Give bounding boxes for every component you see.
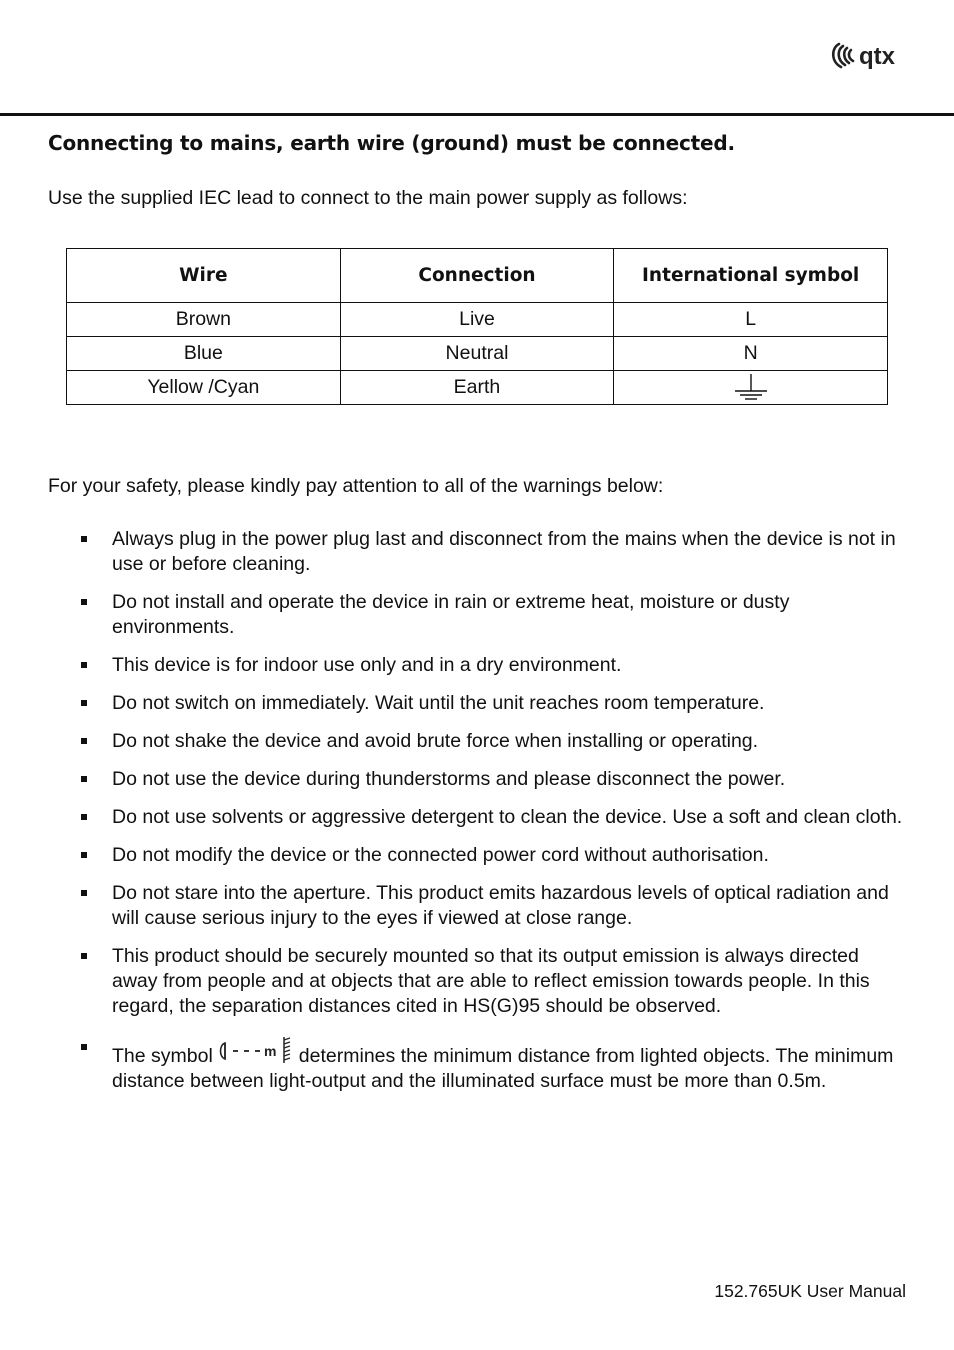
table-row [67, 337, 888, 371]
intro-text: Use the supplied IEC lead to connect to the main power supply as follows: [48, 187, 688, 209]
warning-text: Always plug in the power plug last and disconnect from the mains when the device is not in use or before cleaning. [112, 528, 896, 575]
minimum-distance-symbol-icon [217, 1035, 297, 1065]
header-rule [0, 113, 954, 116]
warning-text: Do not switch on immediately. Wait until the unit reaches room temperature. [112, 692, 765, 714]
table-row [67, 371, 888, 405]
list-item [0, 944, 954, 1019]
warning-text: Do not shake the device and avoid brute force when installing or operating. [112, 730, 759, 752]
wire-cell: Brown [67, 303, 341, 337]
bullet-icon [81, 852, 87, 858]
bullet-icon [81, 599, 87, 605]
wire-cell: Blue [67, 337, 341, 371]
list-item [0, 843, 954, 868]
warning-text: This device is for indoor use only and in a dry environment. [112, 654, 622, 676]
wire-connection-table [66, 248, 888, 405]
warning-text: Do not use solvents or aggressive detergent to clean the device. Use a soft and clean cloth. [112, 806, 903, 828]
qtx-swoosh-icon [828, 40, 906, 72]
bullet-icon [81, 953, 87, 959]
table-row [67, 303, 888, 337]
bullet-icon [81, 890, 87, 896]
column-header-connection: Connection [340, 249, 614, 303]
svg-text:m: m [263, 1043, 277, 1059]
warning-text: Do not modify the device or the connected power cord without authorisation. [112, 844, 769, 866]
warning-text: Do not stare into the aperture. This product emits hazardous levels of optical radiation and will cause serious injury to the eyes if viewed at close range. [112, 882, 889, 929]
bullet-icon [81, 536, 87, 542]
list-item [0, 767, 954, 792]
list-item [0, 805, 954, 830]
column-header-wire: Wire [67, 249, 341, 303]
connection-cell: Neutral [340, 337, 614, 371]
bullet-icon [81, 776, 87, 782]
warning-text: Do not install and operate the device in rain or extreme heat, moisture or dusty environments. [112, 591, 790, 638]
bullet-icon [81, 1044, 87, 1050]
footer-manual-label: 152.765UK User Manual [714, 1281, 906, 1301]
svg-text:qtx: qtx [859, 43, 895, 70]
bullet-icon [81, 662, 87, 668]
connection-cell: Earth [340, 371, 614, 405]
list-item [0, 691, 954, 716]
list-item [0, 653, 954, 678]
bullet-icon [81, 738, 87, 744]
warning-list [0, 527, 954, 1107]
connection-cell: Live [340, 303, 614, 337]
column-header-symbol: International symbol [614, 249, 888, 303]
warning-text: This product should be securely mounted so that its output emission is always directed away from people and at objects that are able to reflect emission towards people. In this regard, the separation distances cited in HS(G)95 should be observed. [112, 945, 870, 1017]
safety-intro: For your safety, please kindly pay attention to all of the warnings below: [48, 475, 664, 497]
page-heading: Connecting to mains, earth wire (ground) must be connected. [48, 131, 735, 155]
wire-cell: Yellow /Cyan [67, 371, 341, 405]
list-item [0, 527, 954, 577]
earth-ground-icon [731, 374, 771, 402]
bullet-icon [81, 700, 87, 706]
warning-text: Do not use the device during thunderstorms and please disconnect the power. [112, 768, 786, 790]
symbol-cell: L [614, 303, 888, 337]
symbol-cell: N [614, 337, 888, 371]
symbol-warning-before: The symbol [112, 1045, 213, 1067]
brand-logo [828, 40, 906, 72]
symbol-cell [614, 371, 888, 405]
list-item [0, 1035, 954, 1094]
symbol-warning-after: determines the minimum distance from lighted objects. The minimum distance between light-output and the illuminated surface must be more than 0.5m. [112, 1045, 894, 1092]
list-item [0, 881, 954, 931]
bullet-icon [81, 814, 87, 820]
list-item [0, 729, 954, 754]
list-item [0, 590, 954, 640]
table-header-row [67, 249, 888, 303]
